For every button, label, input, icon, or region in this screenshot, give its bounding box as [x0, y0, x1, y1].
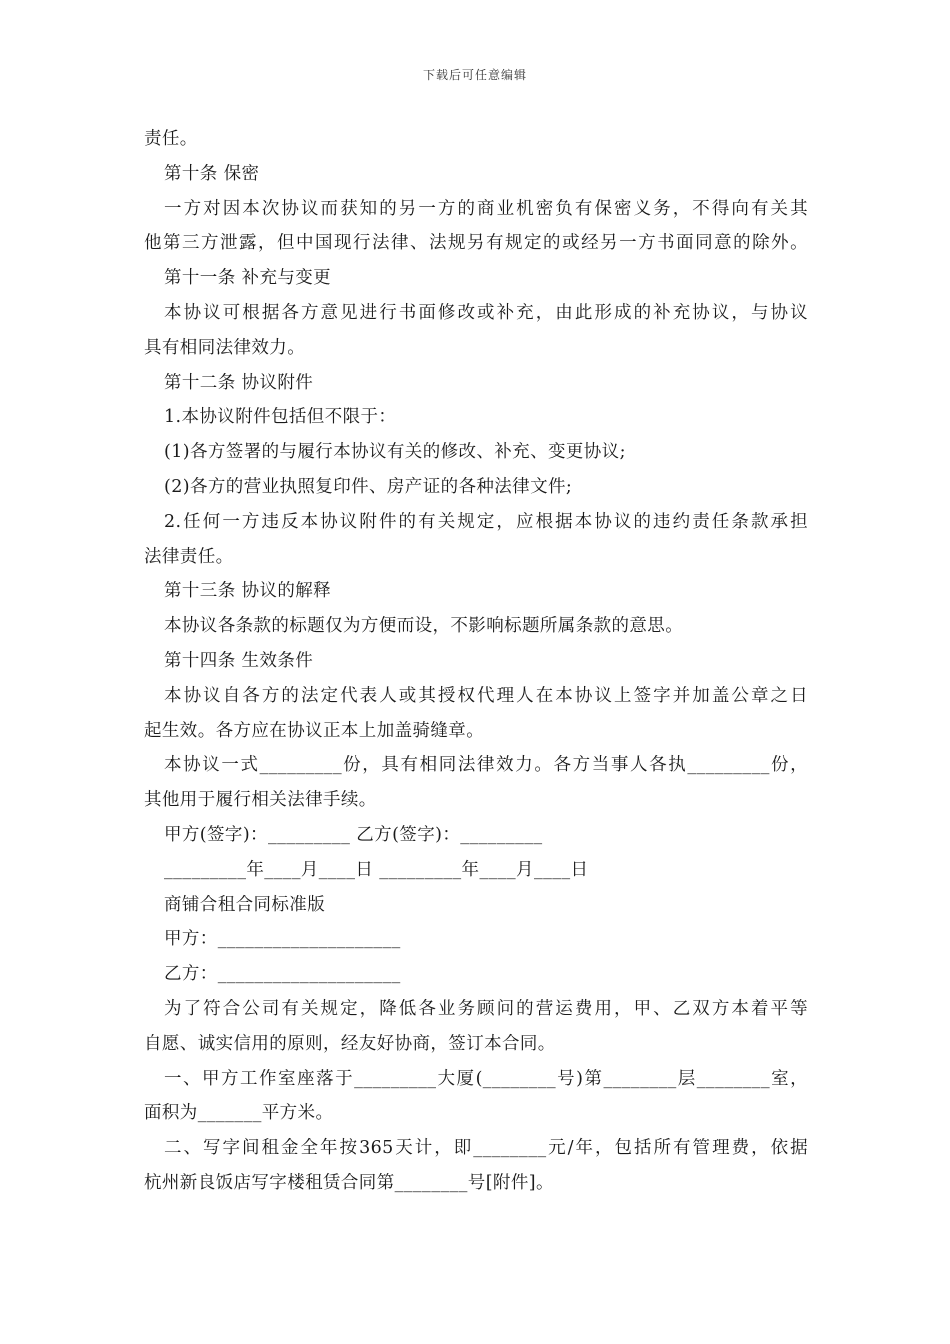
- text-line: 第十二条 协议附件: [164, 372, 314, 393]
- text-line: (2)各方的营业执照复印件、房产证的各种法律文件;: [164, 476, 573, 497]
- text-line: 起生效。各方应在协议正本上加盖骑缝章。: [144, 720, 485, 741]
- text-line: 其他用于履行相关法律手续。: [144, 790, 377, 811]
- text-line: 2.任何一方违反本协议附件的有关规定，应根据本协议的违约责任条款承担: [164, 511, 808, 532]
- text-line: 乙方：____________________: [164, 964, 401, 985]
- text-line: 他第三方泄露，但中国现行法律、法规另有规定的或经另一方书面同意的除外。: [144, 233, 808, 254]
- text-line: 一、甲方工作室座落于_________大厦(________号)第________层________室，: [164, 1068, 808, 1089]
- text-line: 二、写字间租金全年按365天计，即________元/年，包括所有管理费，依据: [164, 1138, 808, 1159]
- text-line: 第十四条 生效条件: [164, 650, 314, 671]
- page-header-note: 下载后可任意编辑: [422, 68, 527, 82]
- text-line: 第十三条 协议的解释: [164, 581, 332, 602]
- text-line: 第十条 保密: [164, 163, 260, 184]
- text-line: 本协议可根据各方意见进行书面修改或补充，由此形成的补充协议，与协议: [164, 302, 808, 323]
- text-line: 杭州新良饭店写字楼租赁合同第________号[附件]。: [144, 1172, 554, 1193]
- text-line: 自愿、诚实信用的原则，经友好协商，签订本合同。: [144, 1033, 556, 1054]
- text-line: 本协议各条款的标题仅为方便而设，不影响标题所属条款的意思。: [164, 616, 684, 637]
- text-line: 一方对因本次协议而获知的另一方的商业机密负有保密义务，不得向有关其: [164, 198, 808, 219]
- text-line: 甲方(签字)：_________ 乙方(签字)：_________: [164, 824, 543, 845]
- text-line: 责任。: [144, 129, 198, 149]
- text-line: 本协议一式_________份，具有相同法律效力。各方当事人各执_________份，: [164, 755, 808, 776]
- text-line: 甲方：____________________: [164, 929, 401, 950]
- text-line: 面积为_______平方米。: [144, 1103, 334, 1124]
- text-line: 第十一条 补充与变更: [164, 268, 332, 289]
- text-line: 法律责任。: [144, 546, 234, 567]
- text-line: 本协议自各方的法定代表人或其授权代理人在本协议上签字并加盖公章之日: [164, 685, 808, 706]
- text-line: 具有相同法律效力。: [144, 337, 306, 358]
- text-line: 为了符合公司有关规定，降低各业务顾问的营运费用，甲、乙双方本着平等: [164, 998, 808, 1019]
- document-body: [144, 122, 808, 1201]
- text-line: _________年____月____日 _________年____月____日: [164, 859, 589, 880]
- text-line: 商铺合租合同标准版: [164, 894, 326, 915]
- text-line: 1.本协议附件包括但不限于：: [164, 407, 397, 428]
- text-line: (1)各方签署的与履行本协议有关的修改、补充、变更协议;: [164, 442, 626, 463]
